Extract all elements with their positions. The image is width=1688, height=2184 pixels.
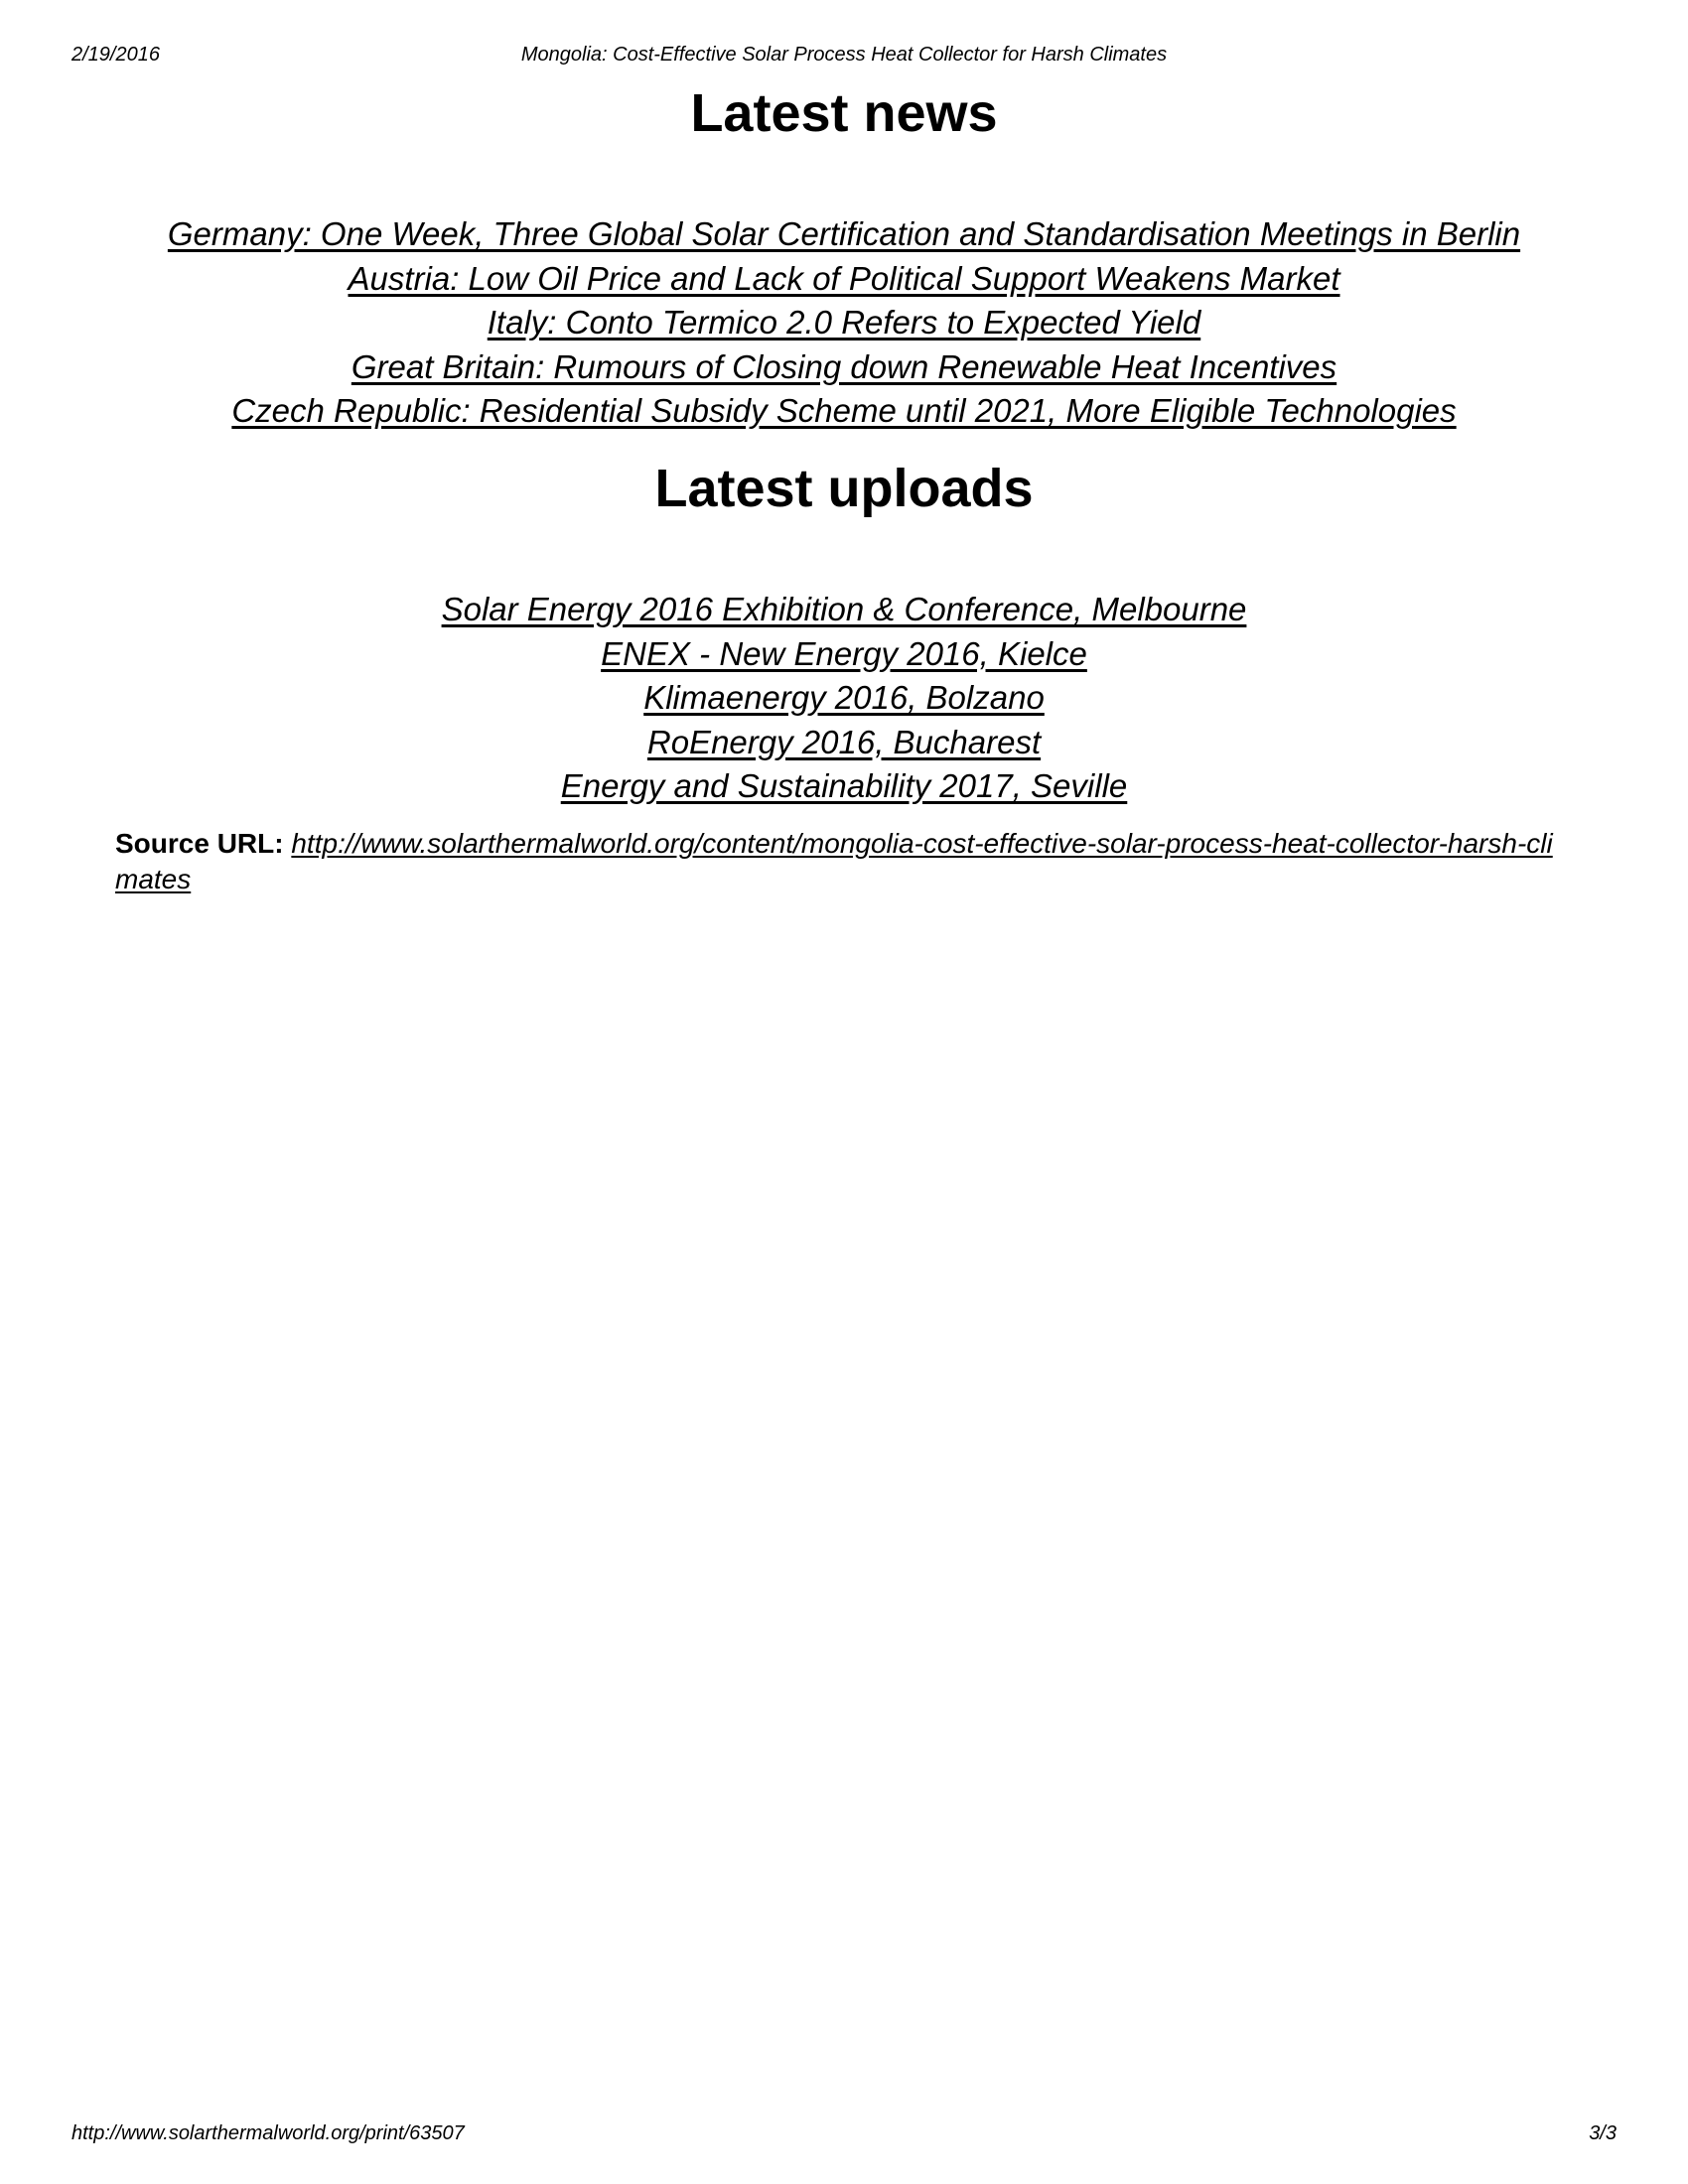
print-date: 2/19/2016 xyxy=(71,44,160,66)
source-url-block xyxy=(115,826,1573,897)
page-number: 3/3 xyxy=(1589,2122,1617,2144)
list-item xyxy=(71,764,1617,809)
latest-news-heading: Latest news xyxy=(690,83,998,143)
list-item xyxy=(71,588,1617,632)
latest-uploads-heading: Latest uploads xyxy=(654,459,1034,518)
list-item xyxy=(71,257,1617,302)
upload-link[interactable]: RoEnergy 2016, Bucharest xyxy=(646,723,1042,760)
source-url-link[interactable]: http://www.solarthermalworld.org/content/mongolia-cost-effective-solar-process-heat-collector-harsh-climates xyxy=(115,828,1553,894)
print-url: http://www.solarthermalworld.org/print/63507 xyxy=(71,2122,465,2144)
latest-news-section xyxy=(71,81,1617,434)
source-url-label: Source URL: xyxy=(115,828,284,859)
upload-link[interactable]: ENEX - New Energy 2016, Kielce xyxy=(601,634,1087,672)
news-link[interactable]: Czech Republic: Residential Subsidy Scheme until 2021, More Eligible Technologies xyxy=(231,392,1457,429)
news-link[interactable]: Italy: Conto Termico 2.0 Refers to Expected Yield xyxy=(487,304,1201,341)
list-item xyxy=(71,632,1617,677)
print-title: Mongolia: Cost-Effective Solar Process Heat Collector for Harsh Climates xyxy=(520,44,1168,66)
news-link[interactable]: Austria: Low Oil Price and Lack of Political Support Weakens Market xyxy=(348,259,1340,297)
latest-uploads-section xyxy=(71,457,1617,809)
list-item xyxy=(71,212,1617,257)
list-item xyxy=(71,721,1617,765)
upload-link[interactable]: Energy and Sustainability 2017, Seville xyxy=(560,767,1128,804)
latest-uploads-list xyxy=(71,588,1617,809)
news-link[interactable]: Great Britain: Rumours of Closing down Renewable Heat Incentives xyxy=(351,347,1337,385)
upload-link[interactable]: Solar Energy 2016 Exhibition & Conference, Melbourne xyxy=(441,591,1247,627)
latest-news-list xyxy=(71,212,1617,434)
list-item xyxy=(71,389,1617,434)
print-header xyxy=(71,44,1617,71)
upload-link[interactable]: Klimaenergy 2016, Bolzano xyxy=(643,679,1045,716)
list-item xyxy=(71,345,1617,390)
list-item xyxy=(71,301,1617,345)
news-link[interactable]: Germany: One Week, Three Global Solar Certification and Standardisation Meetings in Berlin xyxy=(167,215,1521,252)
list-item xyxy=(71,676,1617,721)
print-footer xyxy=(71,2122,1617,2150)
